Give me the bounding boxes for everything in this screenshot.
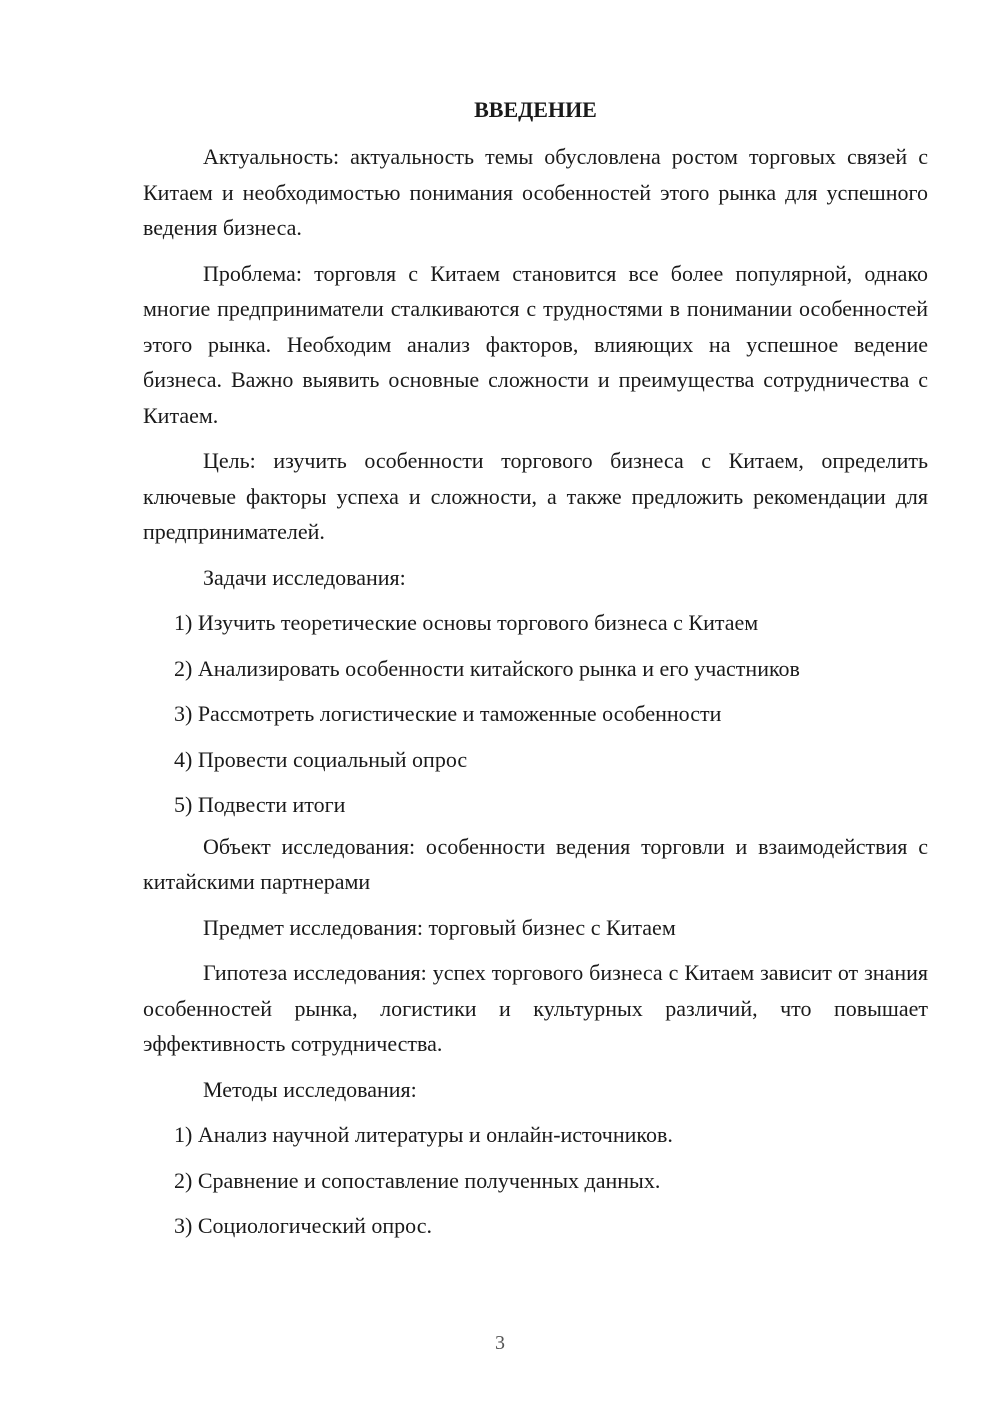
methods-list [143, 1117, 928, 1244]
goal-paragraph: Цель: изучить особенности торгового бизнеса с Китаем, определить ключевые факторы успеха и сложности, а также предложить рекомендации для предпринимателей. [143, 448, 928, 544]
problem-paragraph: Проблема: торговля с Китаем становится все более популярной, однако многие предприниматели сталкиваются с трудностями в понимании особенностей этого рынка. Необходим анализ факторов, влияющих на успешное ведение бизнеса. Важно выявить основные сложности и преимущества сотрудничества с Китаем. [143, 260, 928, 428]
methods-heading: Методы исследования: [203, 1076, 417, 1102]
page-number: 3 [495, 1332, 505, 1354]
list-item: 1) Изучить теоретические основы торгового бизнеса с Китаем [174, 610, 759, 635]
list-item: 3) Рассмотреть логистические и таможенные особенности [174, 701, 722, 726]
list-item: 1) Анализ научной литературы и онлайн-источников. [174, 1122, 673, 1147]
page-title: ВВЕДЕНИЕ [474, 97, 597, 122]
list-item: 5) Подвести итоги [174, 792, 346, 817]
list-item: 3) Социологический опрос. [174, 1213, 432, 1238]
list-item: 2) Сравнение и сопоставление полученных данных. [174, 1167, 661, 1193]
document-body [143, 92, 928, 1254]
tasks-heading: Задачи исследования: [203, 564, 406, 590]
subject-paragraph: Предмет исследования: торговый бизнес с Китаем [203, 914, 676, 940]
list-item: 4) Провести социальный опрос [174, 746, 468, 772]
tasks-list [143, 605, 928, 823]
relevance-paragraph: Актуальность: актуальность темы обусловлена ростом торговых связей с Китаем и необходимостью понимания особенностей этого рынка для успешного ведения бизнеса. [143, 144, 928, 240]
hypothesis-paragraph: Гипотеза исследования: успех торгового бизнеса с Китаем зависит от знания особенностей рынка, логистики и культурных различий, что повышает эффективность сотрудничества. [143, 960, 928, 1056]
object-paragraph: Объект исследования: особенности ведения торговли и взаимодействия с китайскими партнерами [143, 833, 928, 894]
list-item: 2) Анализировать особенности китайского рынка и его участников [174, 655, 800, 681]
